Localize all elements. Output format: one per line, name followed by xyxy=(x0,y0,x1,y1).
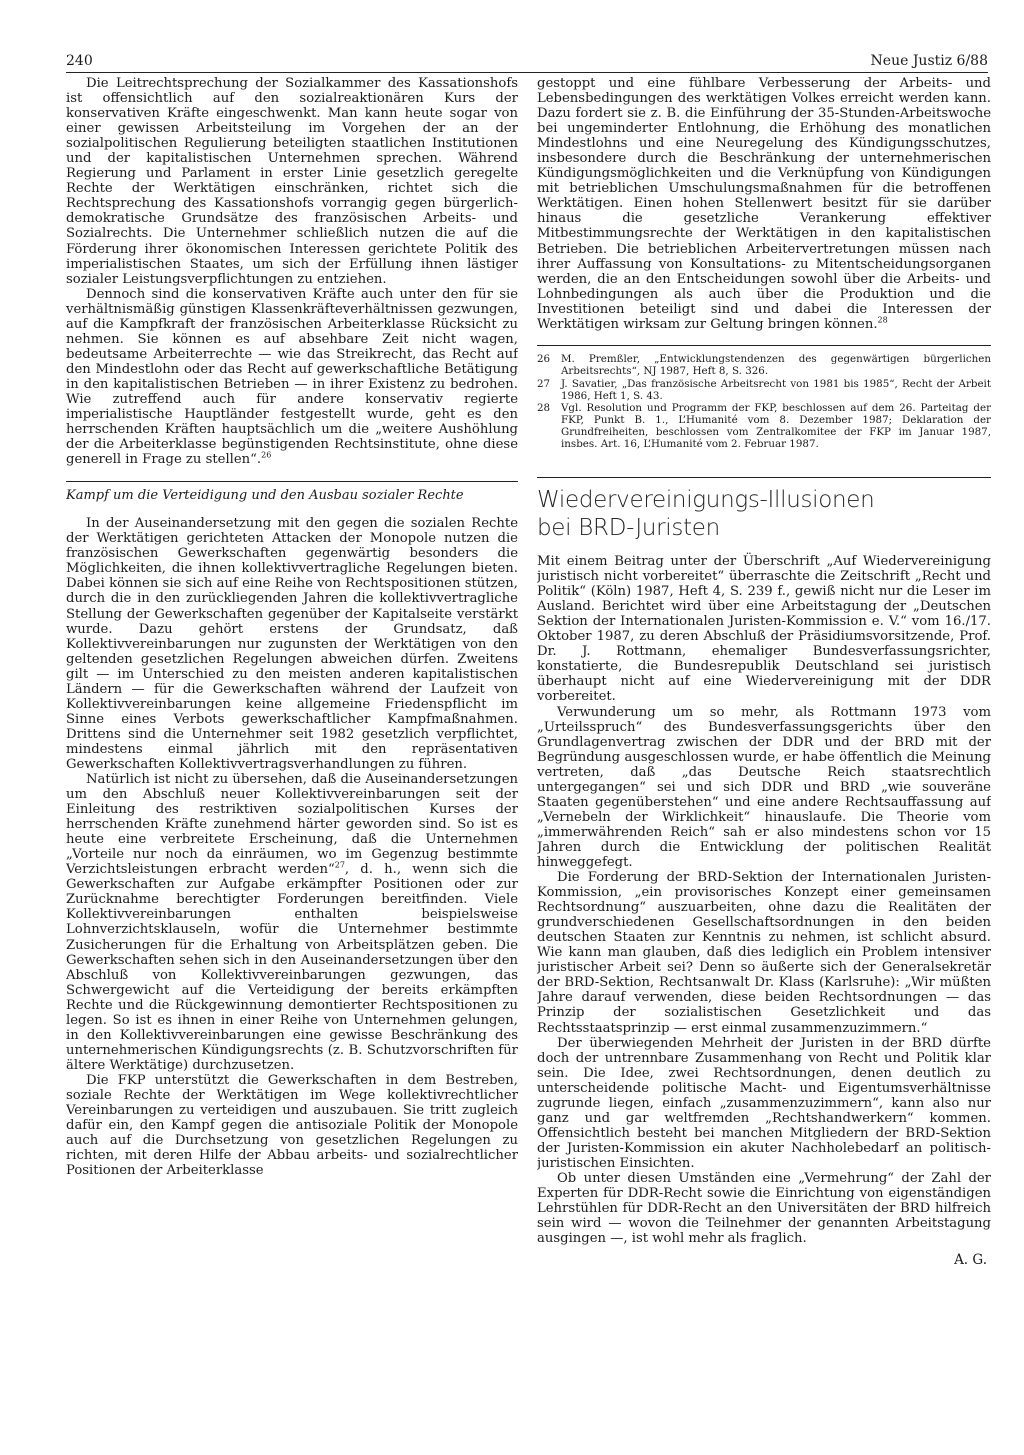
right-column xyxy=(537,76,991,1406)
footnote xyxy=(537,403,991,451)
footnote-ref-28: 28 xyxy=(877,315,888,325)
right-paragraph-1-text: gestoppt und eine fühlbare Verbesserung der Arbeits- und Lebensbedingungen des werktätigen Volkes erreicht werden kann. Dazu fordert sie z. B. die Einführung der 35-Stunden-Arbeitswoche bei ungeminderter Entlohnung, die Erhöhung des monatlichen Mindestlohns und eine Neuregelung des Kündigungsschutzes, insbesondere durch die Beschränkung der unternehmerischen Kündigungsmöglichkeiten und die Verknüpfung von Kündigungen mit betrieblichen Umschulungsmaßnahmen für die betroffenen Werktätigen. Einen hohen Stellenwert besitzt für sie darüber hinaus die gesetzliche Verankerung effektiver Mitbestimmungsrechte der Werktätigen in den kapitalistischen Betrieben. Die betrieblichen Arbeitervertretungen müssen nach ihrer Auffassung von Konsultations- zu Mitentscheidungsorganen werden, die an den Entscheidungen sowohl über die Arbeits- und Lohnbedingungen als auch über die Produktion und die Investitionen beteiligt sind und dabei die Interessen der Werktätigen wirksam zur Geltung bringen können. xyxy=(537,76,991,332)
article-rule xyxy=(537,477,991,478)
footnote-number: 27 xyxy=(537,377,551,390)
footnote-rule xyxy=(537,345,991,346)
right-paragraph-1 xyxy=(537,76,991,332)
section-heading: Kampf um die Verteidigung und den Ausbau sozialer Rechte xyxy=(66,488,464,504)
author-initials: A. G. xyxy=(954,1252,987,1269)
article-title-line-2: bei BRD-Juristen xyxy=(537,515,720,542)
article-title-line-1: Wiedervereinigungs-Illusionen xyxy=(537,487,875,514)
footnote-text: Vgl. Resolution und Programm der FKP, beschlossen auf dem 26. Parteitag der FKP, Punkt B. 1., L’Humanité vom 8. Dezember 1987; Deklaration der Grundfreiheiten, beschlossen vom Zentralkomitee der FKP im Januar 1987, insbes. Art. 16, L’Humanité vom 2. Februar 1987. xyxy=(561,402,991,451)
footnote xyxy=(537,379,991,403)
left-paragraph-4b: , d. h., wenn sich die Gewerkschaften zur Aufgabe erkämpfter Positionen oder zur Zurücknahme berechtigter Forderungen bereitfinden. Viele Kollektivvereinbarungen enthalten beispielsweise Lohnverzichtsklauseln, wofür die Unternehmer bestimmte Zusicherungen für die Erhaltung von Arbeitsplätzen geben. Die Gewerkschaften sehen sich in den Auseinandersetzungen über den Abschluß von Kollektivvereinbarungen gezwungen, das Schwergewicht auf die Verteidigung der bereits erkämpften Rechte und die Rückgewinnung demontierter Rechtspositionen zu legen. So ist es ihnen in einer Reihe von Unternehmen gelungen, in den Kollektivvereinbarungen eine gewisse Beschränkung des unternehmerischen Kündigungsrechts (z. B. Schutzvorschriften für ältere Werktätige) durchzusetzen. xyxy=(66,862,518,1073)
article-paragraph-3: Die Forderung der BRD-Sektion der Internationalen Juristen-Kommission, „ein provisorisches Konzept einer gemeinsamen Rechtsordnung“ auszuarbeiten, ohne dazu die Realitäten der grundverschiedenen Gesellschaftsordnungen in den beiden deutschen Staaten zur Kenntnis zu nehmen, ist schlicht absurd. Wie kann man glauben, daß dies lediglich ein Problem intensiver juristischer Arbeit sei? Denn so äußerte sich der Generalsekretär der BRD-Sektion, Rechtsanwalt Dr. Klass (Karlsruhe): „Wir müßten Jahre darauf verwenden, diese beiden Rechtsordnungen — das Prinzip der sozialistischen Gesetzlichkeit und das Rechtsstaatsprinzip — erst einmal zusammenzuzimmern.“ xyxy=(537,870,991,1036)
footnote-text: M. Premßler, „Entwicklungstendenzen des gegenwärtigen bürgerlichen Arbeitsrechts“, NJ 1987, Heft 8, S. 326. xyxy=(561,352,991,377)
header-rule xyxy=(66,72,988,73)
footnote-number: 28 xyxy=(537,402,551,415)
footnote xyxy=(537,354,991,378)
left-paragraph-2 xyxy=(66,287,518,468)
left-paragraph-5: Die FKP unterstützt die Gewerkschaften in dem Bestreben, soziale Rechte der Werktätigen im Wege kollektivrechtlicher Vereinbarungen zu verteidigen und auszubauen. Sie tritt zugleich dafür ein, den Kampf gegen die antisoziale Politik der Monopole auch auf die Durchsetzung von gesetzlichen Regelungen zu richten, mit deren Hilfe der Abbau arbeits- und sozialrechtlicher Positionen der Arbeiterklasse xyxy=(66,1072,518,1179)
article-paragraph-4: Der überwiegenden Mehrheit der Juristen in der BRD dürfte doch der untrennbare Zusammenhang von Recht und Politik klar sein. Die Idee, zwei Rechtsordnungen, denen deutlich zu unterscheidende politische Macht- und Eigentumsverhältnisse zugrunde liegen, einfach „zusammenzuzimmern“, kann also nur ganz und gar weltfremden „Rechtshandwerkern“ kommen. Offensichtlich besteht bei manchen Mitgliedern der BRD-Sektion der Juristen-Kommission ein akuter Nachholebedarf an politisch-juristischen Einsichten. xyxy=(537,1035,991,1171)
left-paragraph-2-text: Dennoch sind die konservativen Kräfte auch unter den für sie verhältnismäßig günstigen Klassenkräfteverhältnissen gezwungen, auf die Kampfkraft der französischen Arbeiterklasse Rücksicht zu nehmen. Sie können es auf absehbare Zeit nicht wagen, bedeutsame Arbeiterrechte — wie das Streikrecht, das Recht auf den Mindestlohn oder das Recht auf gewerkschaftliche Betätigung in den kapitalistischen Betrieben — in ihrer Existenz zu bedrohen. Wie zutreffend auch für andere konservativ regierte imperialistische Hauptländer festgestellt wurde, geht es den herrschenden Kräften hauptsächlich um die „weitere Aushöhlung der die Arbeiterklasse begünstigenden Rechtsinstitute, ohne diese generell in Frage zu stellen“. xyxy=(66,286,518,468)
article-paragraph-5: Ob unter diesen Umständen eine „Vermehrung“ der Zahl der Experten für DDR-Recht sowie die Einrichtung von eigenständigen Lehrstühlen für DDR-Recht an den Universitäten der BRD hilfreich sein wird — wovon die Teilnehmer der genannten Arbeitstagung ausgingen —, ist wohl mehr als fraglich. xyxy=(537,1170,991,1247)
running-header xyxy=(66,52,988,72)
article-title xyxy=(537,486,991,542)
footnotes xyxy=(537,354,991,451)
article-paragraph-1: Mit einem Beitrag unter der Überschrift „Auf Wiedervereinigung juristisch nicht vorbereitet“ überraschte die Zeitschrift „Recht und Politik“ (Köln) 1987, Heft 4, S. 239 f., gewiß nicht nur die Leser im Ausland. Berichtet wird über eine Arbeitstagung der „Deutschen Sektion der Internationalen Juristen-Kommission e. V.“ vom 16./17. Oktober 1987, zu deren Abschluß der Präsidiumsvorsitzende, Prof. Dr. J. Rottmann, ehemaliger Bundesverfassungsrichter, konstatierte, die Bundesrepublik Deutschland sei juristisch überhaupt nicht auf eine Wiedervereinigung mit der DDR vorbereitet. xyxy=(537,554,991,705)
journal-issue: Neue Justiz 6/88 xyxy=(870,53,988,69)
left-paragraph-3: In der Auseinandersetzung mit den gegen die sozialen Rechte der Werktätigen gerichteten Attacken der Monopole nutzen die französischen Gewerkschaften gegenwärtig besonders die Möglichkeiten, die ihnen kollektivvertragliche Regelungen bieten. Dabei können sie sich auf eine Reihe von Rechtspositionen stützen, durch die in den zurückliegenden Jahren die kollektivvertragliche Stellung der Gewerkschaften gegenüber der Kapitalseite verstärkt wurde. Dazu gehört erstens der Grundsatz, daß Kollektivvereinbarungen nur zugunsten der Werktätigen von den geltenden gesetzlichen Regelungen abweichen dürfen. Zweitens gilt — im Unterschied zu den meisten anderen kapitalistischen Ländern — für die Gewerkschaften während der Laufzeit von Kollektivvereinbarungen keine allgemeine Friedenspflicht im Sinne eines Verbots gewerkschaftlicher Kampfmaßnahmen. Drittens sind die Unternehmer seit 1982 gesetzlich verpflichtet, mindestens einmal jährlich mit den repräsentativen Gewerkschaften Kollektivvertragsverhandlungen zu führen. xyxy=(66,516,518,772)
page-number: 240 xyxy=(66,53,93,69)
left-column xyxy=(66,76,518,1386)
section-rule xyxy=(66,481,518,482)
footnote-ref-27: 27 xyxy=(334,860,345,870)
left-paragraph-4 xyxy=(66,772,518,1073)
left-paragraph-1: Die Leitrechtsprechung der Sozialkammer des Kassationshofs ist offensichtlich auf den sozialreaktionären Kurs der konservativen Kräfte eingeschwenkt. Man kann heute sogar von einer gewissen Arbeitsteilung im Vorgehen der an der sozialpolitischen Regulierung beteiligten staatlichen Institutionen und der kapitalistischen Unternehmen sprechen. Während Regierung und Parlament in erster Linie gesetzlich geregelte Rechte der Werktätigen einschränken, richtet sich die Rechtsprechung des Kassationshofs vorrangig gegen bürgerlich-demokratische Grundsätze des französischen Arbeits- und Sozialrechts. Die Unternehmer schließlich nutzen die auf die Förderung ihrer ökonomischen Interessen gerichtete Politik des imperialistischen Staates, um sich der Erfüllung ihnen lästiger sozialer Leistungsverpflichtungen zu entziehen. xyxy=(66,76,518,287)
footnote-number: 26 xyxy=(537,352,551,365)
footnote-text: J. Savatier, „Das französische Arbeitsrecht von 1981 bis 1985“, Recht der Arbeit 1986, Heft 1, S. 43. xyxy=(561,377,991,402)
article-paragraph-2: Verwunderung um so mehr, als Rottmann 1973 vom „Urteilsspruch“ des Bundesverfassungsgerichts über den Grundlagenvertrag zwischen der DDR und der BRD mit der Begründung ausgeschlossen wurde, er habe öffentlich die Meinung vertreten, daß „das Deutsche Reich staatsrechtlich untergegangen“ sei und sich DDR und BRD „wie souveräne Staaten gegenüberstehen“ und eine andere Rechtsauffassung auf „Vernebeln der Wirklichkeit“ hinauslaufe. Die Theorie vom „immerwährenden Reich“ sah er also mindestens schon vor 15 Jahren durch die Entwicklung der politischen Realität hinweggefegt. xyxy=(537,704,991,870)
left-paragraph-4a: Natürlich ist nicht zu übersehen, daß die Auseinandersetzungen um den Abschluß neuer Kollektivvereinbarungen seit der Einleitung des restriktiven sozialpolitischen Kurses der herrschenden Kräfte zunehmend härter geworden sind. So ist es heute eine verbreitete Erscheinung, daß die Unternehmen „Vorteile nur noch da einräumen, wo im Gegenzug bestimmte Verzichtsleistungen erbracht werden“ xyxy=(66,772,518,878)
footnote-ref-26: 26 xyxy=(261,450,272,460)
